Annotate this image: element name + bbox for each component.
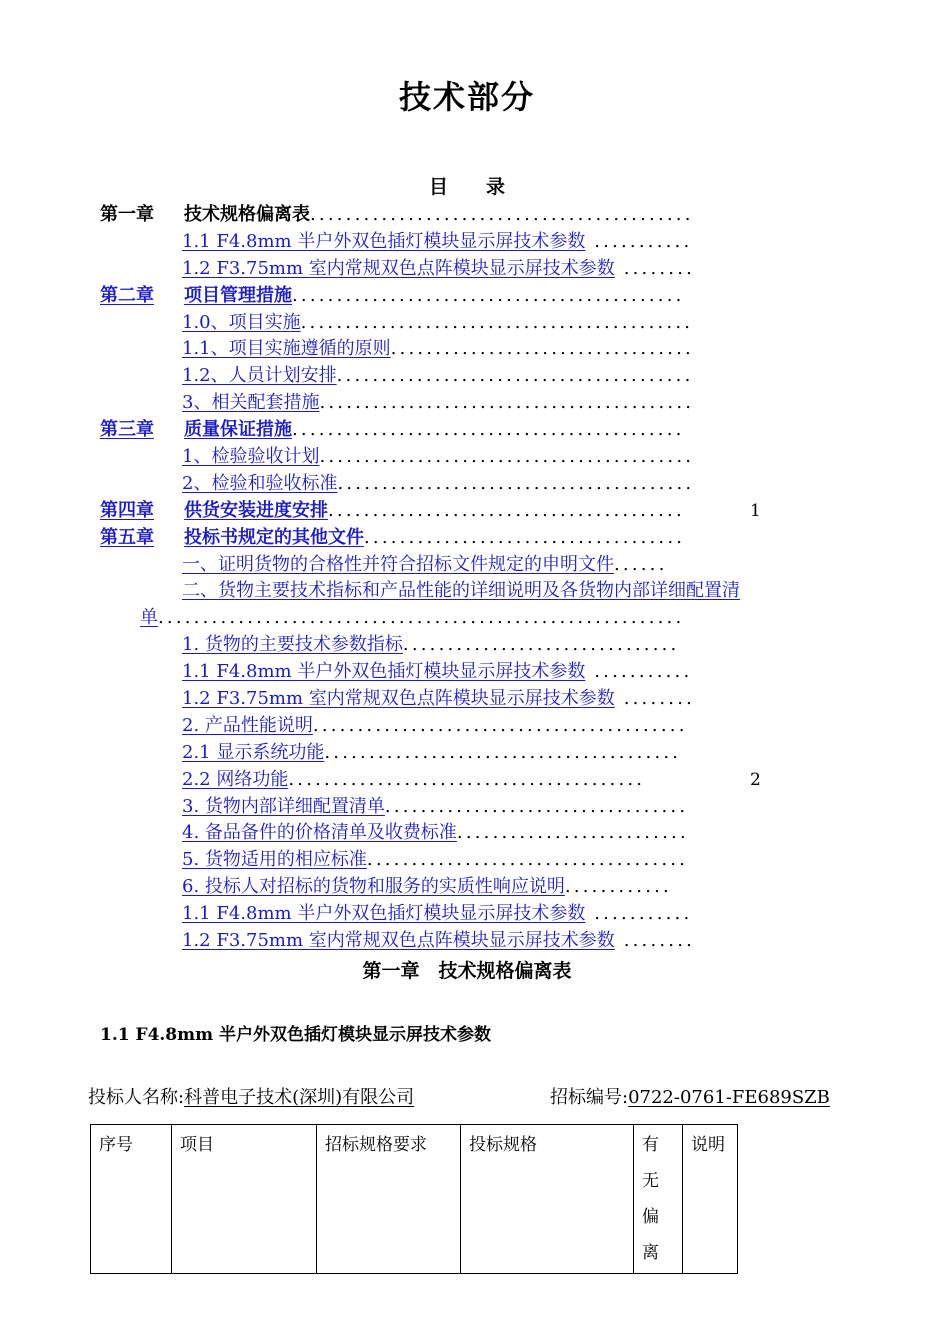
toc-entry[interactable] <box>0 310 950 337</box>
toc-leader-dots: ........................................ <box>288 768 646 790</box>
toc-entry[interactable] <box>0 928 950 955</box>
toc-entry[interactable] <box>0 847 950 874</box>
toc-entry[interactable] <box>0 498 950 525</box>
toc-section-link[interactable]: 1.2 F3.75mm 室内常规双色点阵模块显示屏技术参数 <box>182 688 615 710</box>
toc-section-link[interactable]: 1.1、项目实施遵循的原则 <box>182 338 391 360</box>
section-heading: 1.1 F4.8mm 半户外双色插灯模块显示屏技术参数 <box>100 1025 492 1045</box>
toc-leader-dots: .................................. <box>384 795 689 817</box>
toc-section-link[interactable]: 1.1 F4.8mm 半户外双色插灯模块显示屏技术参数 <box>182 903 586 925</box>
toc-section-link[interactable]: 1.2、人员计划安排 <box>182 365 337 387</box>
toc-section-link[interactable]: 1.1 F4.8mm 半户外双色插灯模块显示屏技术参数 <box>182 661 586 683</box>
toc-entry[interactable] <box>0 336 950 363</box>
table-header-cell: 项目 <box>172 1125 317 1274</box>
chapter-heading: 第一章 技术规格偏离表 <box>362 960 572 982</box>
toc-leader-dots: ........................................ <box>328 499 685 521</box>
toc-leader-dots: .......................................... <box>319 392 695 414</box>
toc-section-link[interactable]: 1.1 F4.8mm 半户外双色插灯模块显示屏技术参数 <box>182 230 586 252</box>
toc-section-link[interactable]: 5. 货物适用的相应标准 <box>182 849 367 871</box>
toc-leader-dots: .......................... <box>456 822 689 844</box>
toc-section-link[interactable]: 一、证明货物的合格性并符合招标文件规定的申明文件 <box>182 553 614 575</box>
table-header-cell: 序号 <box>91 1125 172 1274</box>
toc-leader-dots: .......................................... <box>319 446 695 468</box>
table-header-cell: 说明 <box>683 1125 738 1274</box>
toc-page-number: 1 <box>750 500 761 521</box>
deviation-table <box>90 1124 738 1274</box>
toc-chapter-number: 第一章 <box>100 204 154 225</box>
toc-entry[interactable] <box>0 283 950 310</box>
toc-leader-dots: ...... <box>614 553 668 575</box>
toc-section-link[interactable]: 单 <box>140 607 158 629</box>
toc-section-link[interactable]: 2.2 网络功能 <box>182 768 289 790</box>
toc-leader-dots: ........................................................... <box>158 607 685 629</box>
toc-leader-dots: .......................................... <box>312 714 688 736</box>
toc-section-link[interactable]: 1. 货物的主要技术参数指标 <box>182 634 403 656</box>
toc-leader-dots: ............................................ <box>292 284 685 306</box>
toc-entry[interactable] <box>0 578 950 605</box>
toc-leader-dots: ........................................ <box>324 741 682 763</box>
toc-entry[interactable] <box>0 229 950 256</box>
toc-section-link[interactable]: 1.2 F3.75mm 室内常规双色点阵模块显示屏技术参数 <box>182 930 615 952</box>
toc-leader-dots: .................................. <box>390 338 694 360</box>
toc-heading <box>0 172 934 199</box>
bidder-name <box>88 1083 434 1109</box>
table-of-contents <box>0 202 950 955</box>
toc-section-link[interactable]: 4. 备品备件的价格清单及收费标准 <box>182 822 457 844</box>
page-title: 技术部分 <box>398 78 535 116</box>
table-header-cell: 投标规格 <box>461 1125 634 1274</box>
toc-chapter-number[interactable]: 第四章 <box>100 499 154 521</box>
toc-chapter-number[interactable]: 第二章 <box>100 284 154 306</box>
toc-section-link[interactable]: 3. 货物内部详细配置清单 <box>182 795 385 817</box>
toc-section-link[interactable]: 1.2 F3.75mm 室内常规双色点阵模块显示屏技术参数 <box>182 257 615 279</box>
bid-number-label: 招标编号: <box>550 1087 629 1108</box>
toc-section-link[interactable]: 1.0、项目实施 <box>182 311 301 333</box>
toc-leader-dots: ........ <box>614 257 696 279</box>
bidder-name-value: 科普电子技术(深圳)有限公司 <box>184 1087 415 1108</box>
toc-leader-dots: ............................................ <box>292 419 685 441</box>
toc-entry[interactable] <box>0 874 950 901</box>
table-header-cell: 招标规格要求 <box>317 1125 461 1274</box>
table-header-cell: 有无偏离 <box>634 1125 683 1274</box>
toc-entry[interactable] <box>0 767 950 794</box>
table-header-row <box>91 1125 738 1274</box>
toc-heading-right: 录 <box>486 176 506 198</box>
toc-chapter-number[interactable]: 第三章 <box>100 419 154 441</box>
bid-number-value: 0722-0761-FE689SZB <box>628 1087 830 1108</box>
toc-chapter-title: 技术规格偏离表 <box>184 204 310 225</box>
toc-entry[interactable] <box>0 632 950 659</box>
toc-section-link[interactable]: 3、相关配套措施 <box>182 392 320 414</box>
toc-entry[interactable] <box>0 686 950 713</box>
toc-leader-dots: ........... <box>585 230 693 252</box>
toc-leader-dots: ............ <box>564 876 672 898</box>
toc-leader-dots: .................................... <box>364 526 686 548</box>
toc-leader-dots: ........................................ <box>337 472 695 494</box>
toc-leader-dots: ........... <box>585 903 693 925</box>
toc-entry[interactable] <box>0 901 950 928</box>
toc-entry[interactable] <box>0 740 950 767</box>
toc-chapter-title[interactable]: 投标书规定的其他文件 <box>184 526 364 548</box>
toc-entry[interactable] <box>0 713 950 740</box>
toc-entry[interactable] <box>0 605 950 632</box>
toc-entry[interactable] <box>0 525 950 552</box>
toc-entry[interactable] <box>0 471 950 498</box>
toc-chapter-title[interactable]: 质量保证措施 <box>184 419 292 441</box>
toc-entry[interactable] <box>0 363 950 390</box>
toc-leader-dots: ........................................ <box>336 365 694 387</box>
toc-chapter-title[interactable]: 项目管理措施 <box>184 284 292 306</box>
toc-leader-dots: ........................................... <box>310 204 694 225</box>
toc-entry[interactable] <box>0 794 950 821</box>
toc-entry <box>0 202 950 229</box>
toc-entry[interactable] <box>0 820 950 847</box>
toc-section-link[interactable]: 2. 产品性能说明 <box>182 714 313 736</box>
toc-leader-dots: .................................... <box>366 849 689 871</box>
toc-leader-dots: ............................... <box>402 634 680 656</box>
bidder-name-label: 投标人名称: <box>88 1087 185 1108</box>
toc-leader-dots: ........ <box>614 930 696 952</box>
toc-entry[interactable] <box>0 659 950 686</box>
toc-section-link[interactable]: 6. 投标人对招标的货物和服务的实质性响应说明 <box>182 876 565 898</box>
toc-section-link[interactable]: 二、货物主要技术指标和产品性能的详细说明及各货物内部详细配置清 <box>182 580 740 602</box>
toc-leader-dots: ............................................ <box>300 311 694 333</box>
toc-entry[interactable] <box>0 390 950 417</box>
toc-leader-dots: ........ <box>614 688 696 710</box>
toc-entry[interactable] <box>0 444 950 471</box>
toc-chapter-number[interactable]: 第五章 <box>100 526 154 548</box>
toc-heading-left: 目 <box>428 176 448 198</box>
toc-entry[interactable] <box>0 417 950 444</box>
toc-section-link[interactable]: 1、检验验收计划 <box>182 446 320 468</box>
toc-page-number: 2 <box>750 769 761 790</box>
toc-section-link[interactable]: 2.1 显示系统功能 <box>182 741 325 763</box>
toc-section-link[interactable]: 2、检验和验收标准 <box>182 472 338 494</box>
toc-entry[interactable] <box>0 256 950 283</box>
toc-entry[interactable] <box>0 552 950 579</box>
toc-chapter-title[interactable]: 供货安装进度安排 <box>184 499 328 521</box>
toc-leader-dots: ........... <box>585 661 693 683</box>
bid-number <box>550 1083 830 1109</box>
